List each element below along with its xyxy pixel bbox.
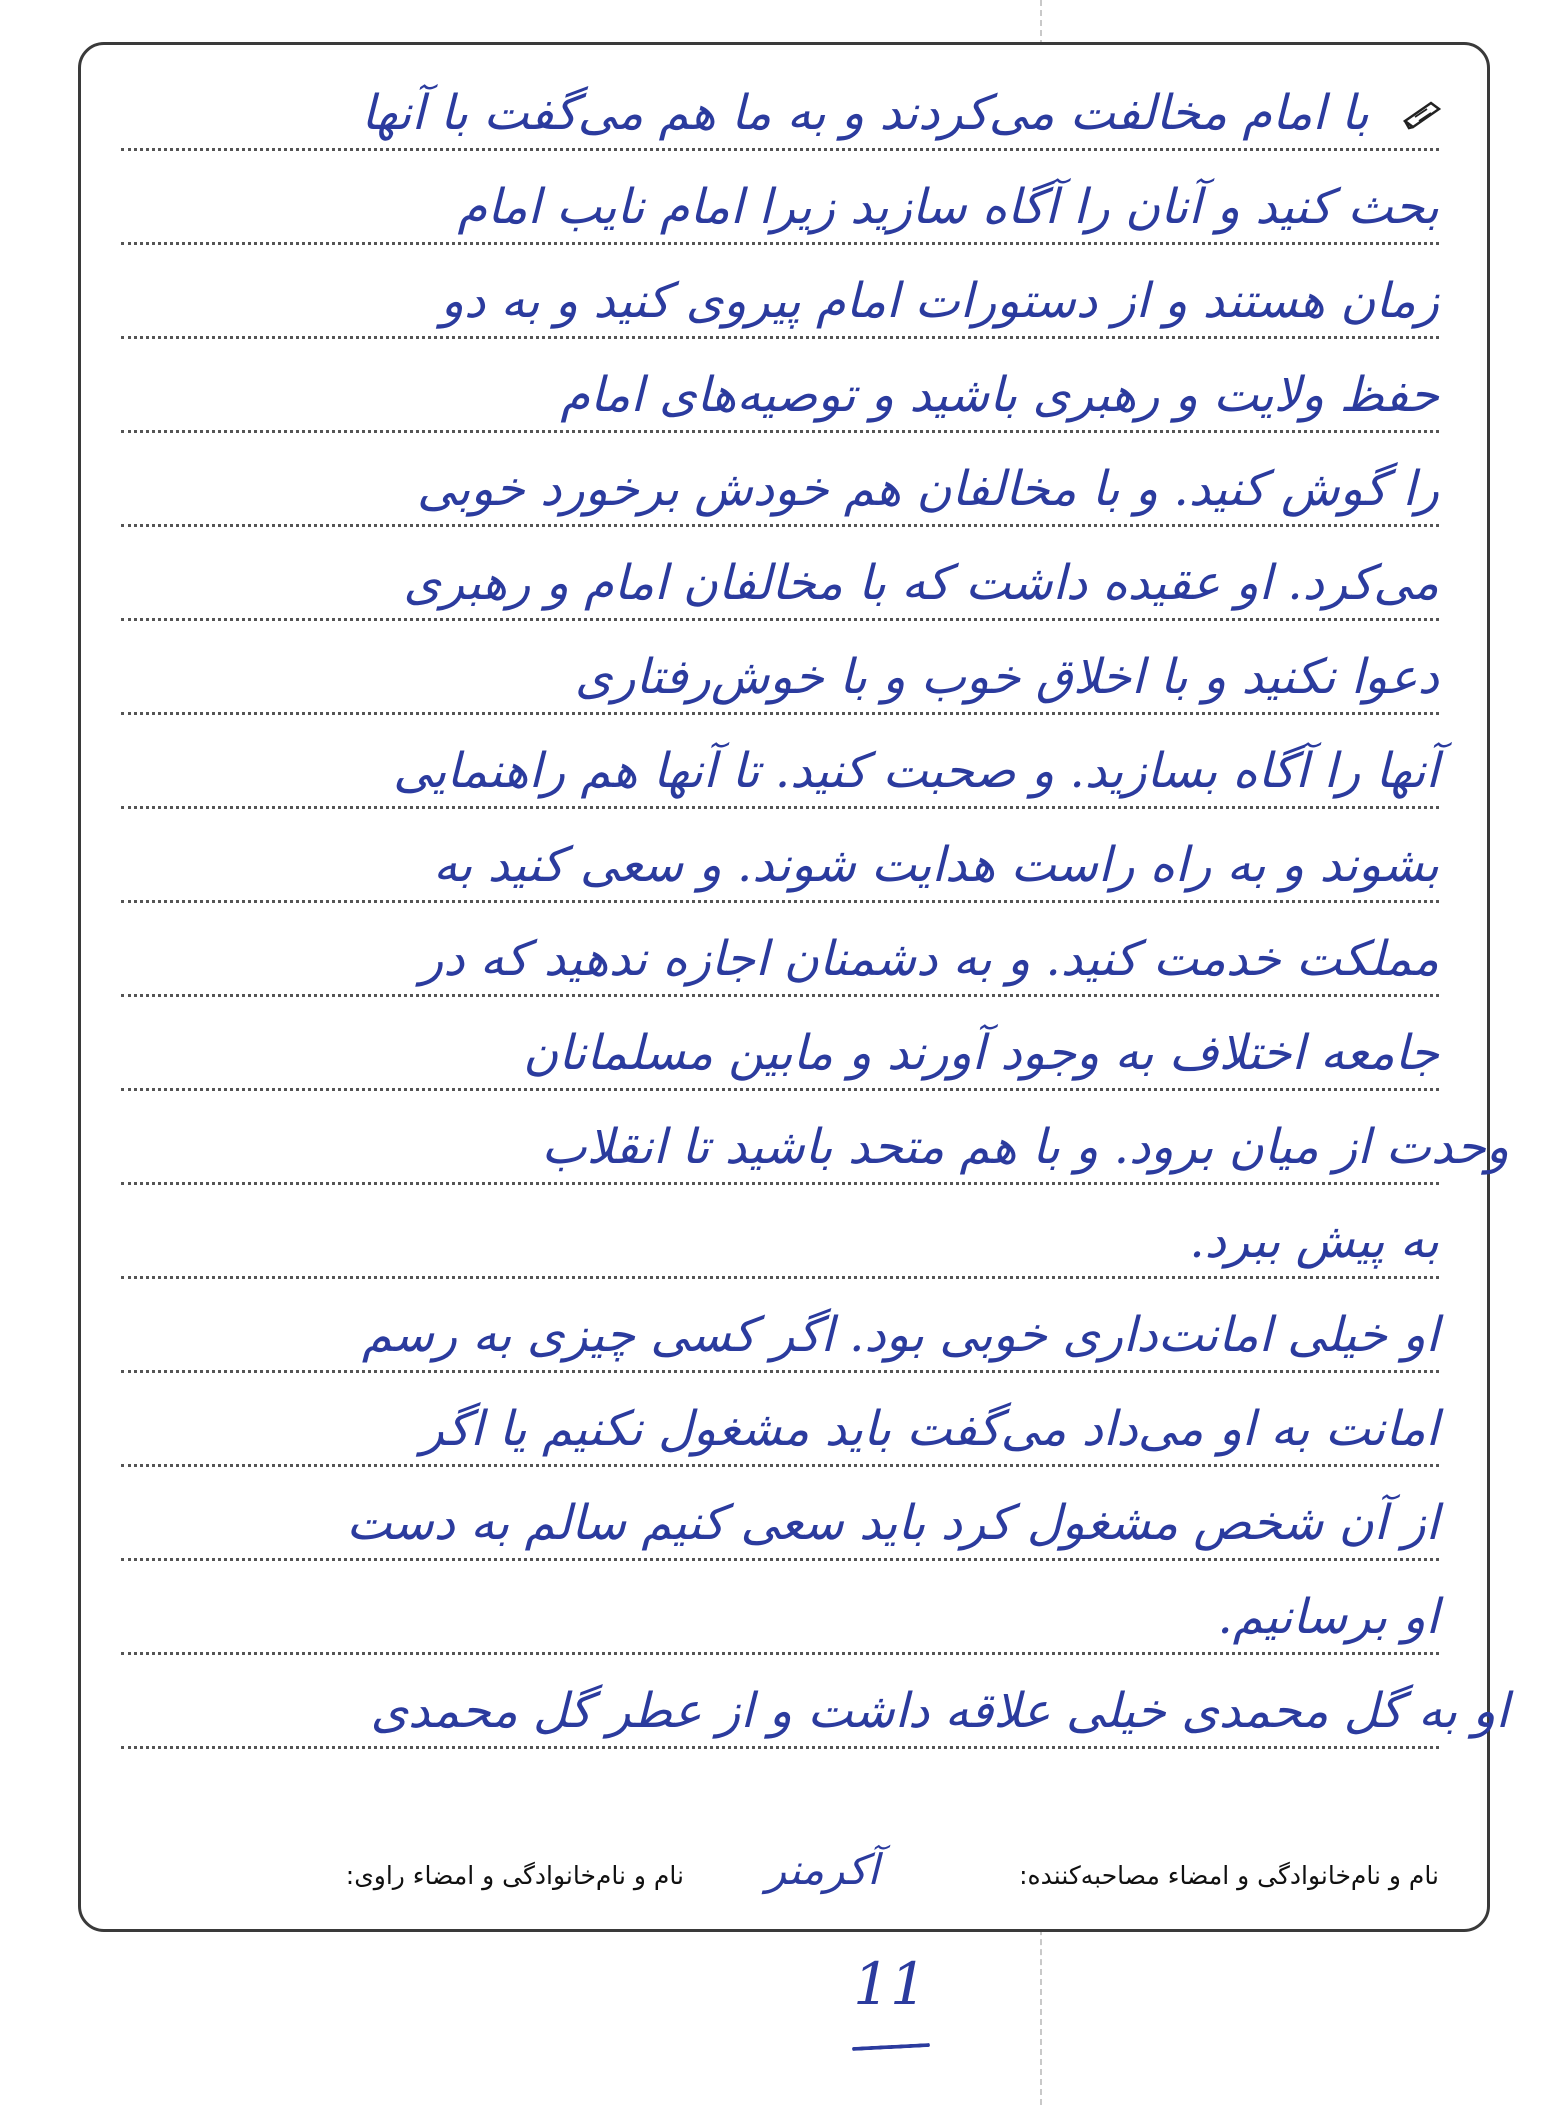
handwritten-line	[121, 1371, 1439, 1467]
page-number: 11	[853, 1950, 927, 2018]
line-text: او برسانیم.	[1217, 1589, 1439, 1645]
line-text: می‌کرد. او عقیده داشت که با مخالفان امام و رهبری	[403, 555, 1439, 611]
line-text: از آن شخص مشغول کرد باید سعی کنیم سالم به دست	[346, 1495, 1439, 1551]
narrator-signature-label: نام و نام‌خانوادگی و امضاء راوی:	[345, 1861, 684, 1890]
handwritten-line	[121, 1465, 1439, 1561]
signature-footer	[121, 1845, 1439, 1905]
handwritten-line	[121, 525, 1439, 621]
handwritten-line	[121, 1277, 1439, 1373]
line-text: وحدت از میان برود. و با هم متحد باشید تا انقلاب	[541, 1119, 1509, 1175]
line-text: آنها را آگاه بسازید. و صحبت کنید. تا آنها هم راهنمایی	[393, 743, 1439, 799]
line-text: او خیلی امانت‌داری خوبی بود. اگر کسی چیزی به رسم	[361, 1307, 1439, 1363]
line-text: به پیش ببرد.	[1189, 1213, 1439, 1269]
line-text: امانت به او می‌داد می‌گفت باید مشغول نکنیم یا اگر	[420, 1401, 1439, 1457]
handwritten-line	[121, 337, 1439, 433]
handwritten-line	[121, 901, 1439, 997]
line-text: مملکت خدمت کنید. و به دشمنان اجازه ندهید که در	[420, 931, 1439, 987]
handwritten-line	[121, 243, 1439, 339]
handwritten-line	[121, 149, 1439, 245]
handwritten-line	[121, 1559, 1439, 1655]
line-text: حفظ ولایت و رهبری باشید و توصیه‌های امام	[560, 367, 1439, 423]
line-text: با امام مخالفت می‌کردند و به ما هم می‌گفت با آنها	[361, 85, 1369, 141]
line-text: دعوا نکنید و با اخلاق خوب و با خوش‌رفتاری	[574, 649, 1439, 705]
line-text: جامعه اختلاف به وجود آورند و مابین مسلمانان	[523, 1025, 1439, 1081]
page-number-underline	[852, 2043, 930, 2051]
handwritten-line	[121, 995, 1439, 1091]
line-text: را گوش کنید. و با مخالفان هم خودش برخورد خوبی	[416, 461, 1439, 517]
handwritten-line	[121, 713, 1439, 809]
line-text: زمان هستند و از دستورات امام پیروی کنید و به دو	[440, 273, 1439, 329]
handwritten-line	[121, 1089, 1509, 1185]
line-text: او به گل محمدی خیلی علاقه داشت و از عطر گل محمدی	[370, 1683, 1509, 1739]
interviewer-signature: آکرمنر	[765, 1845, 879, 1894]
handwritten-line	[121, 55, 1439, 151]
interviewer-signature-label: نام و نام‌خانوادگی و امضاء مصاحبه‌کننده:	[1019, 1861, 1439, 1890]
interview-sheet	[78, 42, 1509, 1932]
handwritten-line	[121, 619, 1439, 715]
handwritten-line	[121, 1653, 1509, 1749]
line-text: بحث کنید و آنان را آگاه سازید زیرا امام نایب امام	[457, 179, 1439, 235]
handwritten-line	[121, 431, 1439, 527]
line-text: بشوند و به راه راست هدایت شوند. و سعی کنید به	[433, 837, 1439, 893]
handwritten-line	[121, 807, 1439, 903]
handwritten-line	[121, 1183, 1439, 1279]
